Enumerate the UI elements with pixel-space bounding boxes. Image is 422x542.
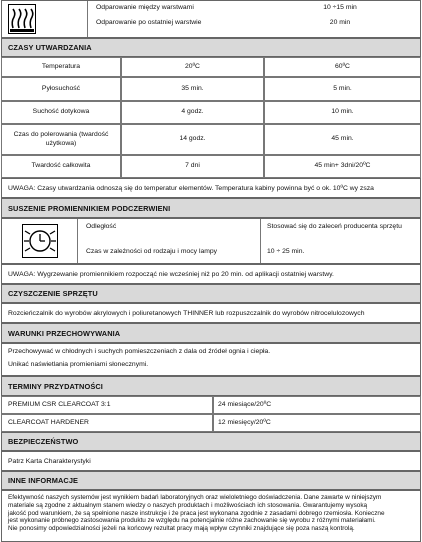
curing-value-60: 45 min. (264, 124, 421, 155)
curing-label: Suchość dotykowa (1, 101, 121, 124)
other-line: jest wykonanie próbnego zastosowania produktu ze względu na potencjalnie różne zachowanie się wyrobu z różnymi materiałami. (8, 517, 376, 525)
storage-line-1: Przechowywać w chłodnych i suchych pomieszczeniach z dala od źródeł ognia i ciepła. (8, 348, 271, 355)
shelf-term: 12 miesięcy/20ºC (213, 414, 421, 432)
evaporation-value-2: 20 min (329, 19, 351, 26)
storage-body (1, 343, 421, 376)
curing-value-20: 14 godz. (121, 124, 264, 155)
evaporation-value-1: 10 ÷15 min (323, 4, 357, 11)
other-line: materiale są zgodne z aktualnym stanem wiedzy o naszych produktach i możliwościach ich stosowania. Gwarantujemy wysoką (8, 501, 368, 509)
shelf-product: CLEARCOAT HARDENER (1, 414, 213, 432)
other-title: INNE INFORMACJE (1, 471, 421, 490)
ir-labels (78, 219, 261, 263)
ir-icon-cell (2, 219, 78, 263)
curing-value-60: 60ºC (264, 57, 421, 77)
curing-value-60: 45 min+ 3dni/20ºC (264, 155, 421, 178)
safety-title: BEZPIECZEŃSTWO (1, 432, 421, 451)
curing-table (1, 57, 421, 178)
curing-label: Temperatura (1, 57, 121, 77)
evaporation-icon-cell (2, 1, 88, 37)
curing-row (1, 101, 421, 124)
shelf-term: 24 miesiące/20ºC (213, 396, 421, 414)
ir-distance-label: Odległość (86, 223, 117, 230)
storage-line-2: Unikać naświetlania promieniami słonecznymi. (8, 360, 149, 368)
shelf-table (1, 396, 421, 432)
shelf-title: TERMINY PRZYDATNOŚCI (1, 376, 421, 396)
other-line: jakość pod warunkiem, że są spełnione nasze instrukcje i że praca jest wykonana zgodnie z zasadami dobrego rzemiosła. Konieczne (8, 509, 385, 517)
evaporation-label-2: Odparowanie po ostatniej warstwie (96, 19, 202, 26)
curing-row (1, 124, 421, 155)
ir-distance-value: Stosować się do zaleceń producenta sprzętu (267, 223, 402, 230)
other-body (1, 490, 421, 542)
other-line: Efektywność naszych systemów jest wynikiem badań laboratoryjnych oraz wieloletniego doświadczenia. Dane zawarte w niniejszym (8, 494, 382, 501)
storage-title: WARUNKI PRZECHOWYWANIA (1, 323, 421, 343)
ir-values (261, 219, 420, 263)
curing-label: Czas do polerowania (twardość użytkowa) (1, 124, 121, 155)
curing-row (1, 57, 421, 77)
curing-note: UWAGA: Czasy utwardzania odnoszą się do temperatur elementów. Temperatura kabiny powinna być o ok. 10ºC wy zsza (1, 178, 421, 198)
shelf-product: PREMIUM CSR CLEARCOAT 3:1 (1, 396, 213, 414)
evaporation-label-1: Odparowanie między warstwami (96, 4, 194, 11)
curing-value-60: 5 min. (264, 77, 421, 101)
curing-title: CZASY UTWARDZANIA (1, 38, 421, 57)
cleaning-title: CZYSZCZENIE SPRZĘTU (1, 284, 421, 303)
infrared-lamp-icon (22, 224, 58, 258)
evaporation-icon (8, 4, 36, 34)
evaporation-section (1, 0, 421, 38)
shelf-row (1, 396, 421, 414)
curing-value-20: 7 dni (121, 155, 264, 178)
curing-value-20: 35 min. (121, 77, 264, 101)
shelf-row (1, 414, 421, 432)
cleaning-text: Rozcieńczalnik do wyrobów akrylowych i poliuretanowych THINNER lub rozpuszczalnik do wyrobów nitrocelulozowych (1, 303, 421, 323)
curing-row (1, 155, 421, 178)
curing-value-60: 10 min. (264, 101, 421, 124)
ir-note: UWAGA: Wygrzewanie promiennikiem rozpocząć nie wcześniej niż po 20 min. od aplikacji ostatniej warstwy. (1, 264, 421, 284)
curing-label: Twardość całkowita (1, 155, 121, 178)
ir-title: SUSZENIE PROMIENNIKIEM PODCZERWIENI (1, 198, 421, 218)
ir-section (1, 218, 421, 264)
evaporation-table (88, 1, 420, 37)
curing-value-20: 4 godz. (121, 101, 264, 124)
ir-time-value: 10 ÷ 25 min. (267, 248, 305, 256)
other-line: Nie ponosimy odpowiedzialności jeżeli na końcowy rezultat pracy mają wpływ czynniki znajdujące się poza naszą kontrolą. (8, 525, 355, 533)
ir-time-label: Czas w zależności od rodzaju i mocy lampy (86, 248, 218, 256)
curing-row (1, 77, 421, 101)
curing-label: Pyłosuchość (1, 77, 121, 101)
safety-text: Patrz Karta Charakterystyki (1, 451, 421, 471)
curing-value-20: 20ºC (121, 57, 264, 77)
